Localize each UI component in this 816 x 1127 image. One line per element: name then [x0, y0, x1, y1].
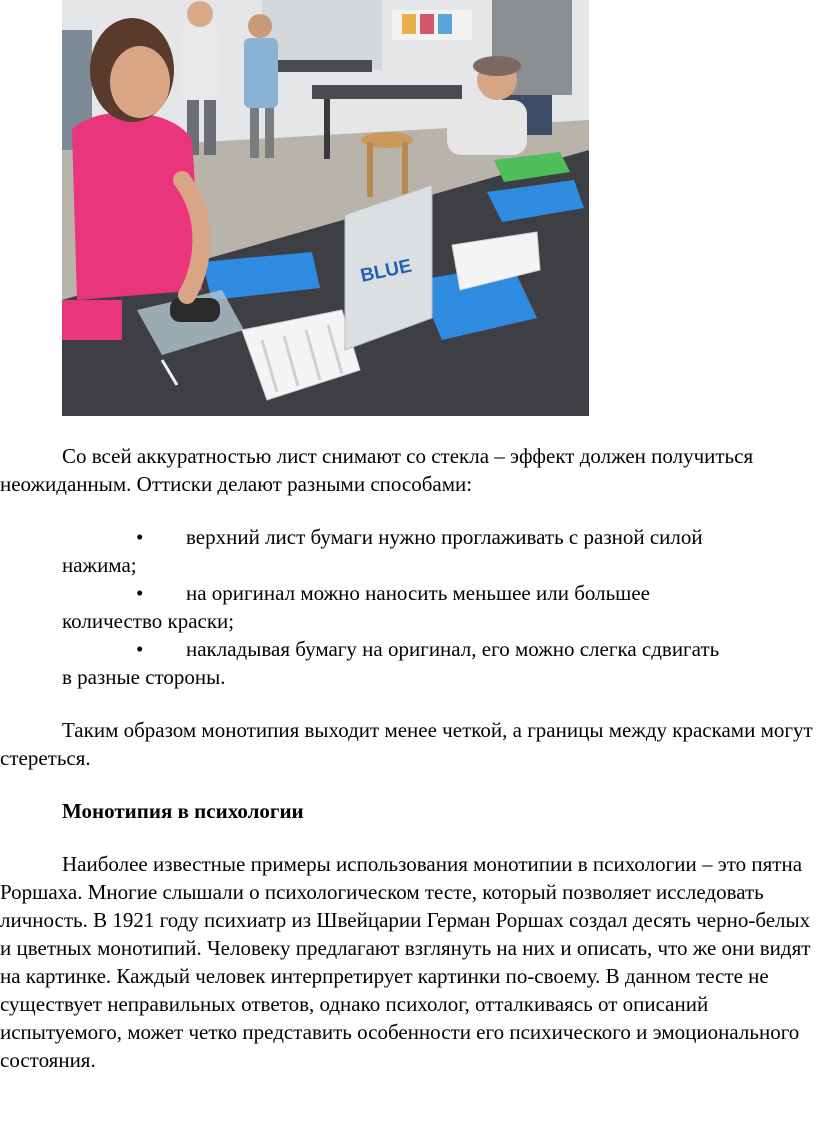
classroom-illustration — [62, 0, 589, 416]
list-item — [0, 635, 816, 691]
heading-text: Монотипия в психологии — [62, 799, 304, 823]
list-item-line: верхний лист бумаги нужно проглаживать с разной силой — [186, 525, 703, 549]
list-item-line: нажима; — [62, 553, 137, 577]
bullet-icon: • — [136, 581, 144, 605]
paragraph-text: Наиболее известные примеры использования монотипии в психологии – это пятна Роршаха. Многие слышали о психологическом тесте, который позволяет исследовать личность. В 1921 году психиатр из Швейцарии Герман Роршах создал десять черно-белых и цветных монотипий. Человеку предлагают взглянуть на них и описать, что же они видят на картинке. Каждый человек интерпретирует картинки по-своему. В данном тесте не существует неправильных ответов, однако психолог, отталкиваясь от описаний испытуемого, может четко представить особенности его психического и эмоционального состояния. — [0, 852, 811, 1072]
list-item-line: на оригинал можно наносить меньшее или большее — [186, 581, 650, 605]
list-item-line: накладывая бумагу на оригинал, его можно слегка сдвигать — [186, 637, 720, 661]
classroom-photo — [62, 0, 589, 416]
methods-list — [0, 523, 816, 691]
paragraph-psychology — [0, 850, 816, 1074]
bullet-icon: • — [136, 637, 144, 661]
list-item — [0, 579, 816, 635]
sign-label: BLUE — [358, 255, 414, 287]
list-item — [0, 523, 816, 579]
section-heading — [0, 797, 816, 825]
paragraph-removal — [0, 442, 816, 498]
paragraph-text: Таким образом монотипия выходит менее четкой, а границы между красками могут стереться. — [0, 718, 813, 770]
paragraph-result — [0, 716, 816, 772]
list-item-line: в разные стороны. — [62, 665, 226, 689]
bullet-icon: • — [136, 525, 144, 549]
paragraph-text: Со всей аккуратностью лист снимают со стекла – эффект должен получиться неожиданным. Оттиски делают разными способами: — [0, 444, 754, 496]
list-item-line: количество краски; — [62, 609, 235, 633]
